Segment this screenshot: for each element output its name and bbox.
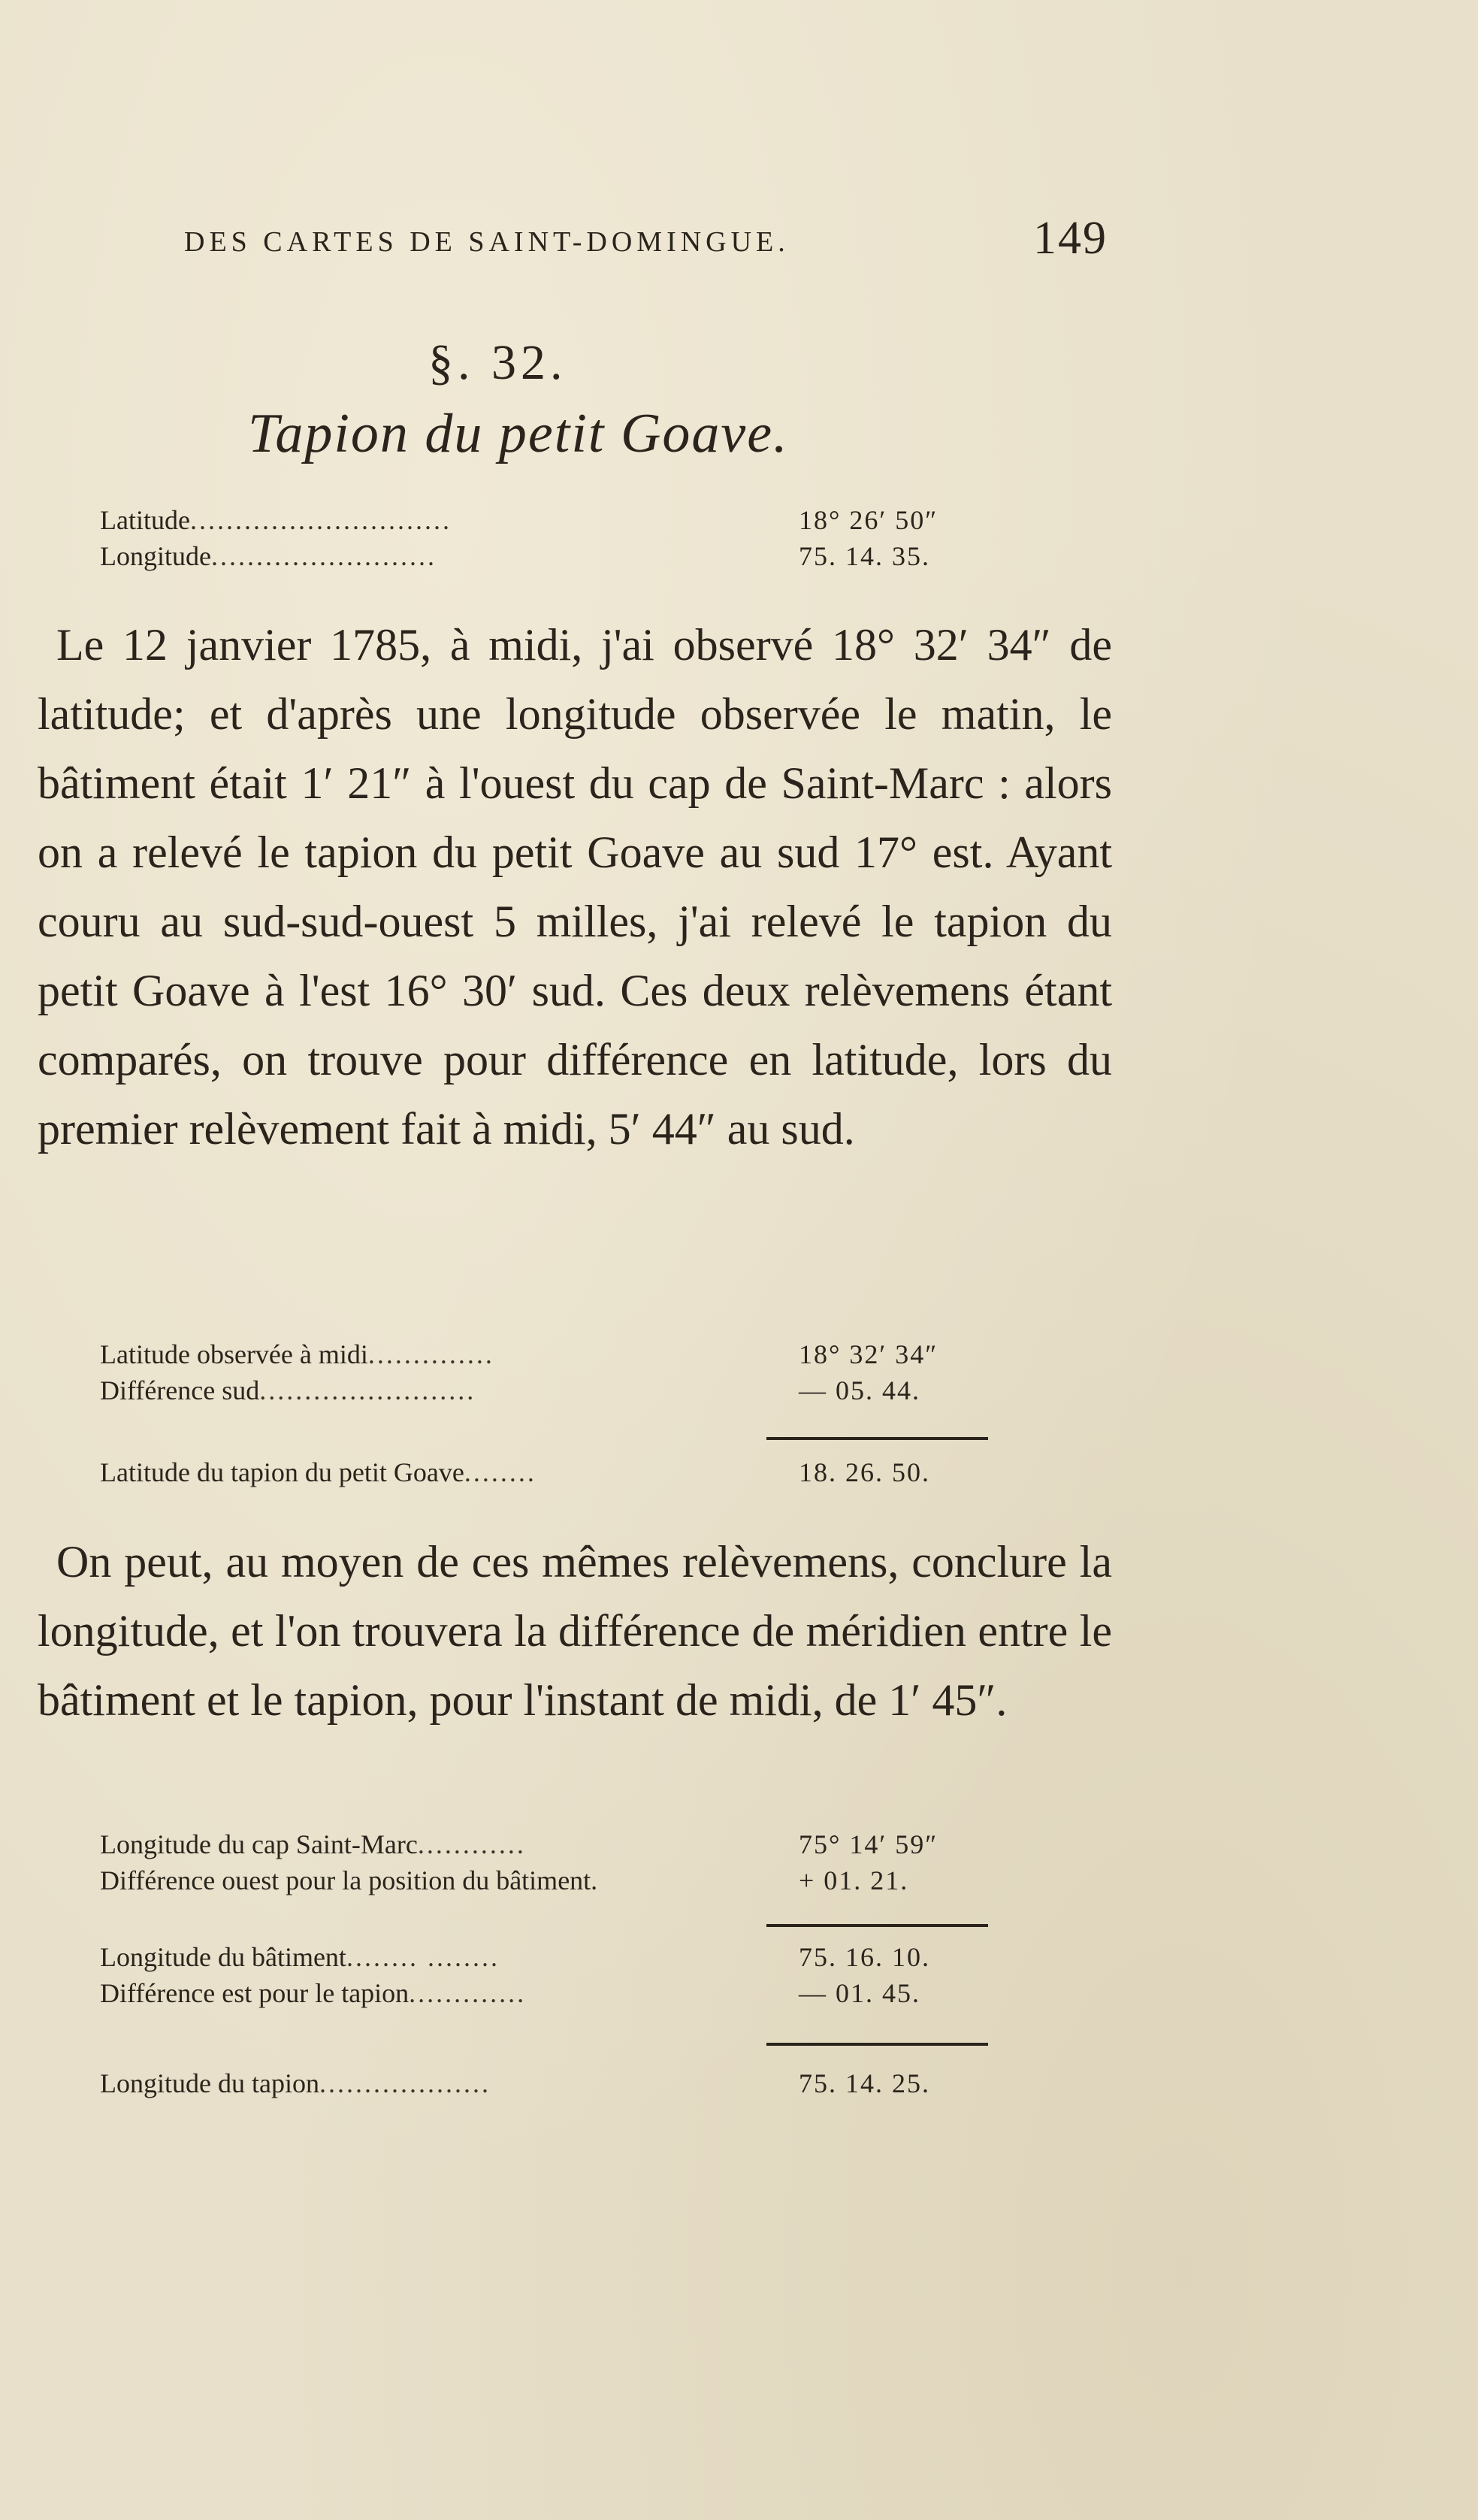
- table-row: [100, 538, 1002, 574]
- sum-rule: [766, 2043, 988, 2046]
- row-label: Latitude du tapion du petit Goave........: [100, 1457, 536, 1487]
- row-value: 18° 26′ 50″: [799, 505, 938, 535]
- row-value: — 05. 44.: [799, 1375, 920, 1405]
- longitude-subtotal: [100, 1939, 1002, 2011]
- row-value: + 01. 21.: [799, 1865, 909, 1895]
- row-label: Longitude du bâtiment........ ........: [100, 1942, 500, 1972]
- row-value: 75. 14. 35.: [799, 541, 930, 571]
- row-value: 75° 14′ 59″: [799, 1829, 938, 1859]
- sum-rule: [766, 1924, 988, 1927]
- row-value: 75. 14. 25.: [799, 2068, 930, 2098]
- row-label: Longitude du cap Saint-Marc............: [100, 1829, 526, 1859]
- row-value: 18. 26. 50.: [799, 1457, 930, 1487]
- table-row: [100, 1336, 1002, 1372]
- section-title: Tapion du petit Goave.: [248, 403, 789, 464]
- position-table: [100, 502, 1002, 574]
- paragraph-text: Le 12 janvier 1785, à midi, j'ai observé 18° 32′ 34″ de latitude; et d'après une longitude observée le matin, le bâtiment était 1′ 21″ à l'ouest du cap de Saint-Marc : alors on a relevé le tapion du petit Goave au sud 17° est. Ayant couru au sud-sud-ouest 5 milles, j'ai relevé le tapion du petit Goave à l'est 16° 30′ sud. Ces deux relèvemens étant comparés, on trouve pour différence en latitude, lors du premier relèvement fait à midi, 5′ 44″ au sud.: [38, 620, 1112, 1154]
- paragraph-2: [38, 1527, 1112, 1735]
- running-head: DES CARTES DE SAINT-DOMINGUE.: [184, 226, 790, 258]
- table-row: [100, 1939, 1002, 1975]
- section-number: §. 32.: [428, 335, 567, 390]
- longitude-result: [100, 2065, 1002, 2101]
- table-row: [100, 1862, 1002, 1898]
- page-number: 149: [1033, 213, 1108, 264]
- table-row: [100, 1975, 1002, 2011]
- table-row: [100, 2065, 1002, 2101]
- row-label: Différence ouest pour la position du bâtiment.: [100, 1865, 598, 1895]
- paragraph-1: [38, 610, 1112, 1163]
- row-label: Longitude.........................: [100, 541, 437, 571]
- row-label: Différence sud........................: [100, 1375, 476, 1405]
- row-value: 18° 32′ 34″: [799, 1339, 938, 1369]
- sum-rule: [766, 1437, 988, 1440]
- row-value: 75. 16. 10.: [799, 1942, 930, 1972]
- paragraph-text: On peut, au moyen de ces mêmes relèvemens, conclure la longitude, et l'on trouvera la différence de méridien entre le bâtiment et le tapion, pour l'instant de midi, de 1′ 45″.: [38, 1537, 1112, 1725]
- row-label: Longitude du tapion...................: [100, 2068, 491, 2098]
- latitude-result: [100, 1454, 1002, 1490]
- table-row: [100, 1372, 1002, 1408]
- longitude-table: [100, 1826, 1002, 1898]
- row-label: Latitude.............................: [100, 505, 452, 535]
- latitude-table: [100, 1336, 1002, 1408]
- table-row: [100, 1826, 1002, 1862]
- row-value: — 01. 45.: [799, 1978, 920, 2008]
- table-row: [100, 1454, 1002, 1490]
- row-label: Latitude observée à midi..............: [100, 1339, 494, 1369]
- table-row: [100, 502, 1002, 538]
- row-label: Différence est pour le tapion.............: [100, 1978, 527, 2008]
